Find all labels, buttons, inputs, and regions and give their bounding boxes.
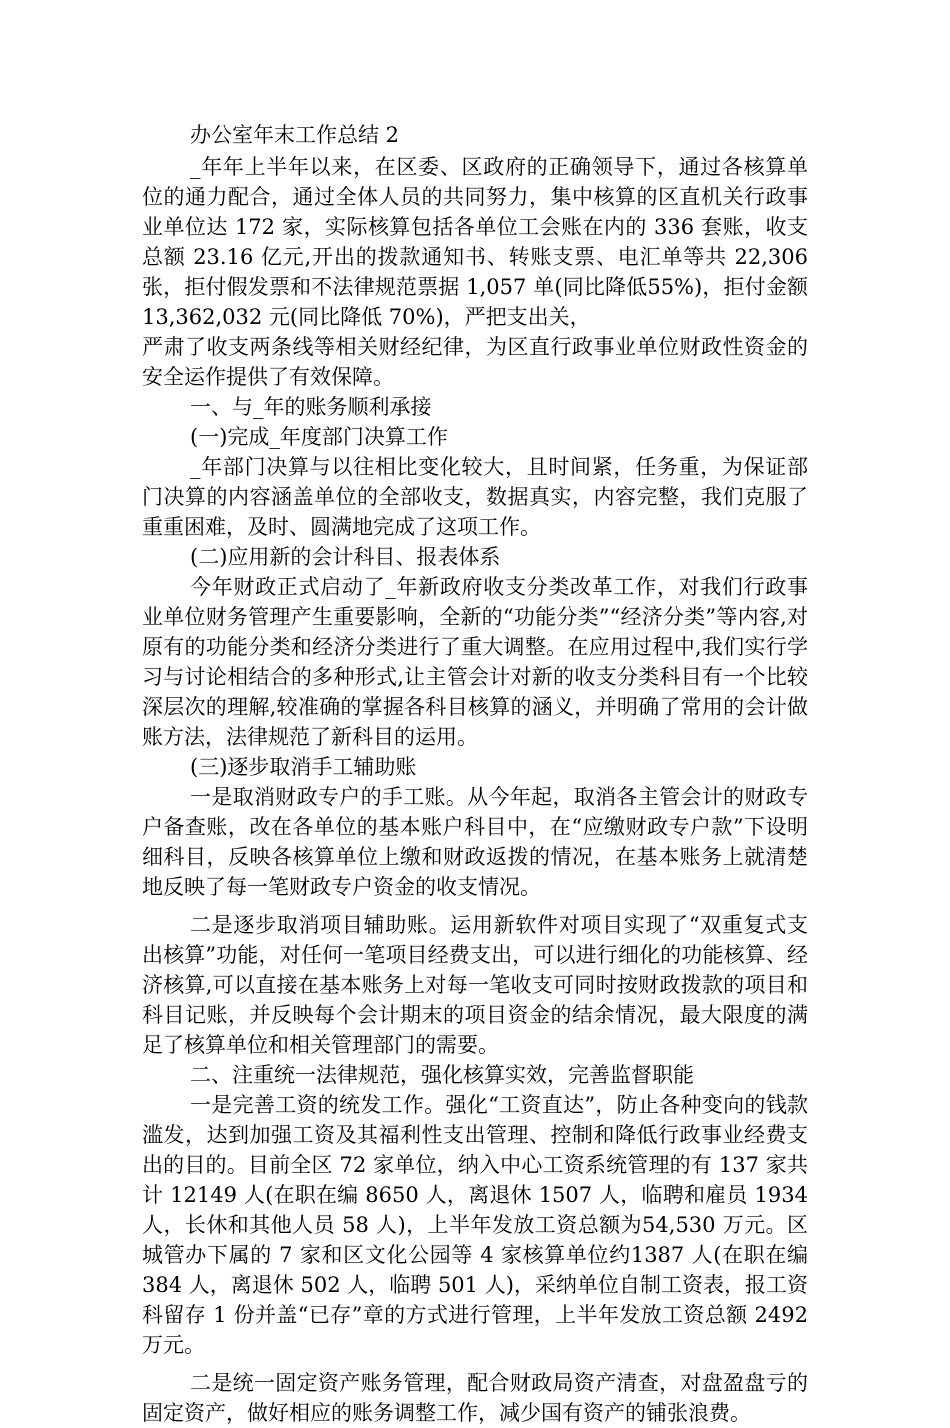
paragraph-fixed-assets: 二是统一固定资产账务管理，配合财政局资产清查，对盘盈盘亏的固定资产，做好相应的账务调整工作，减少国有资产的铺张浪费。: [142, 1371, 808, 1425]
subsection-heading-1-2: (二)应用新的会计科目、报表体系: [190, 545, 501, 569]
document-body: [142, 122, 808, 1428]
paragraph-salary: 一是完善工资的统发工作。强化“工资直达”，防止各种变向的钱款滥发，达到加强工资及其福利性支出管理、控制和降低行政事业经费支出的目的。目前全区 72 家单位，纳入中心工资系统管理的有 137 家共计 12149 人(在职在编 8650 人，离退休 1507 人，临聘和雇员 1934 人，长休和其他人员 58 人)，上半年发放工资总额为54,530 万元。区城管办下属的 7 家和区文化公园等 4 家核算单位约1387 人(在职在编 384 人，离退休 502 人，临聘 501 人)，采纳单位自制工资表，报工资科留存 1 份并盖“已存”章的方式进行管理，上半年发放工资总额 2492 万元。: [142, 1093, 808, 1357]
paragraph-special-account: 一是取消财政专户的手工账。从今年起，取消各主管会计的财政专户备查账，改在各单位的基本账户科目中，在“应缴财政专户款”下设明细科目，反映各核算单位上缴和财政返拨的情况，在基本账务上就清楚地反映了每一笔财政专户资金的收支情况。: [142, 785, 808, 899]
paragraph-gap: [142, 902, 808, 910]
section-heading-1: 一、与_年的账务顺利承接: [190, 395, 432, 419]
subsection-heading-1-3: (三)逐步取消手工辅助账: [190, 755, 417, 779]
paragraph-gap: [142, 1360, 808, 1368]
title-spacer: [142, 122, 808, 152]
paragraph-project-account: 二是逐步取消项目辅助账。运用新软件对项目实现了“双重复式支出核算”功能，对任何一笔项目经费支出，可以进行细化的功能核算、经济核算,可以直接在基本账务上对每一笔收支可同时按财政拨款的项目和科目记账，并反映每个会计期末的项目资金的结余情况，最大限度的满足了核算单位和相关管理部门的需要。: [142, 913, 808, 1057]
document-title: 办公室年末工作总结 2: [190, 123, 400, 147]
paragraph-intro-continued: 严肃了收支两条线等相关财经纪律，为区直行政事业单位财政性资金的安全运作提供了有效保障。: [142, 335, 808, 389]
subsection-heading-1-1: (一)完成_年度部门决算工作: [190, 425, 448, 449]
section-heading-2: 二、注重统一法律规范，强化核算实效，完善监督职能: [190, 1063, 694, 1087]
paragraph-accounting-subjects: 今年财政正式启动了_年新政府收支分类改革工作，对我们行政事业单位财务管理产生重要影响，全新的“功能分类”“经济分类”等内容,对原有的功能分类和经济分类进行了重大调整。在应用过程中,我们实行学习与讨论相结合的多种形式,让主管会计对新的收支分类科目有一个比较深层次的理解,较准确的掌握各科目核算的涵义，并明确了常用的会计做账方法，法律规范了新科目的运用。: [142, 575, 808, 749]
paragraph-intro: _年年上半年以来，在区委、区政府的正确领导下，通过各核算单位的通力配合，通过全体人员的共同努力，集中核算的区直机关行政事业单位达 172 家，实际核算包括各单位工会账在内的 336 套账，收支总额 23.16 亿元,开出的拨款通知书、转账支票、电汇单等共 22,306 张，拒付假发票和不法律规范票据 1,057 单(同比降低55%)，拒付金额 13,362,032 元(同比降低 70%)，严把支出关，: [142, 155, 808, 329]
paragraph-budget-final: _年部门决算与以往相比变化较大，且时间紧，任务重，为保证部门决算的内容涵盖单位的全部收支，数据真实，内容完整，我们克服了重重困难，及时、圆满地完成了这项工作。: [142, 455, 808, 539]
